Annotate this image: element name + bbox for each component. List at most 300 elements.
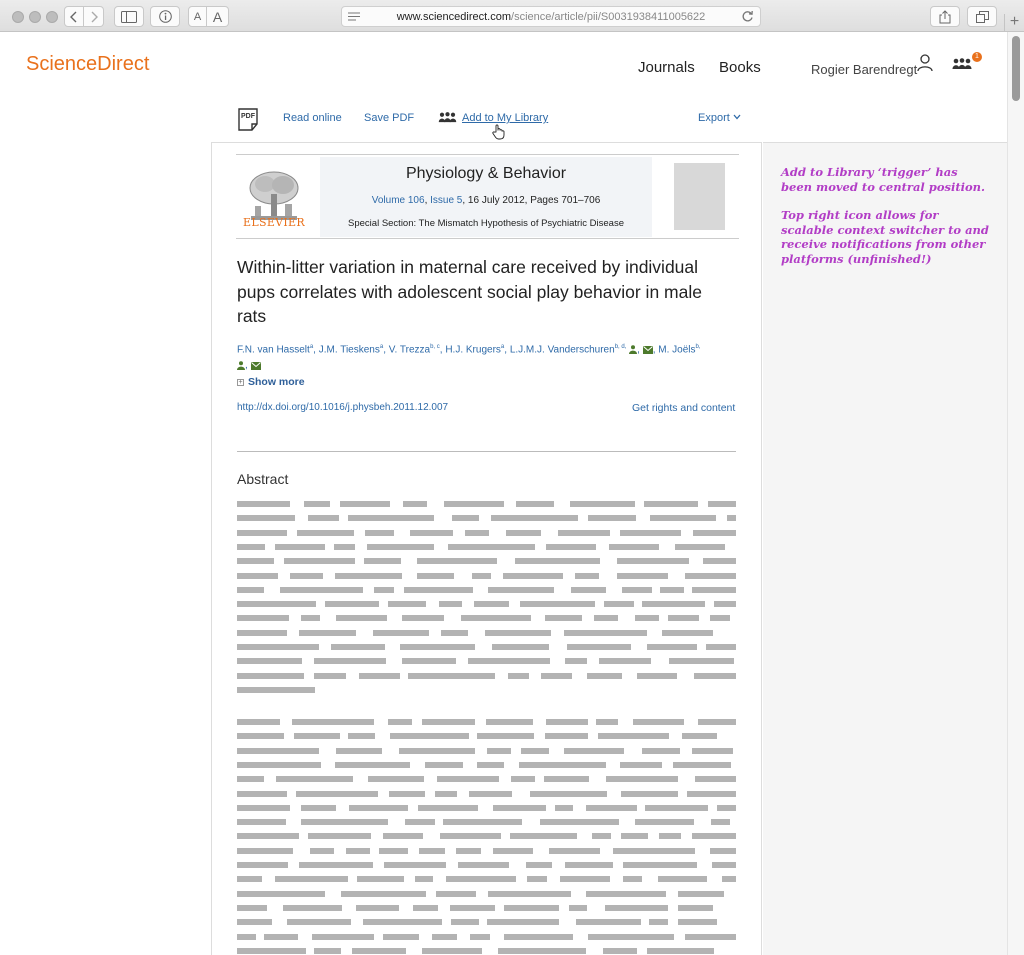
placeholder-word [418,805,478,811]
placeholder-word [297,530,354,536]
annotation-note-1: Add to Library ‘trigger’ has been moved to central position. [781,165,986,194]
placeholder-word [727,515,736,521]
placeholder-word [237,833,299,839]
placeholder-word [669,658,734,664]
placeholder-word [299,630,356,636]
author-affiliation: a [379,344,384,350]
placeholder-word [461,615,531,621]
placeholder-word [588,515,636,521]
placeholder-word [660,587,684,593]
placeholder-word [588,934,674,940]
author-affiliation: b, c [430,344,440,350]
placeholder-word [417,558,497,564]
placeholder-word [555,805,573,811]
placeholder-word [359,673,400,679]
placeholder-word [446,876,516,882]
placeholder-word [544,776,589,782]
zoom-window-button[interactable] [46,11,58,23]
placeholder-word [487,748,511,754]
placeholder-word [340,501,390,507]
placeholder-word [450,905,495,911]
placeholder-word [383,934,419,940]
placeholder-word [526,862,552,868]
placeholder-word [373,630,429,636]
placeholder-word [437,776,499,782]
volume-link[interactable]: Volume 106 [371,195,425,206]
placeholder-word [237,805,290,811]
text-larger-button[interactable]: A [207,6,229,27]
text-smaller-button[interactable]: A [188,6,207,27]
reload-icon[interactable] [741,10,754,23]
placeholder-word [237,630,287,636]
journal-cover-thumbnail[interactable] [674,163,725,230]
placeholder-word [422,719,475,725]
placeholder-word [404,587,473,593]
placeholder-word [443,819,522,825]
forward-button[interactable] [84,6,104,27]
author-affiliation: b, [695,344,701,350]
placeholder-word [692,833,736,839]
placeholder-word [379,848,408,854]
placeholder-word [384,862,446,868]
url-host: www.sciencedirect.com [396,10,512,23]
placeholder-word [549,848,600,854]
doi-link[interactable]: http://dx.doi.org/10.1016/j.physbeh.2011.12.007 [237,402,449,413]
placeholder-word [388,719,412,725]
placeholder-word [530,791,607,797]
pdf-icon-label: PDF [241,113,255,120]
placeholder-word [685,934,736,940]
placeholder-word [237,501,290,507]
placeholder-word [546,719,588,725]
placeholder-word [576,919,641,925]
placeholder-word [506,530,541,536]
notification-badge[interactable]: 1 [972,52,982,62]
placeholder-word [722,876,736,882]
author-link[interactable]: J.M. Tieskens [318,344,380,356]
placeholder-word [560,876,610,882]
journal-issue: Volume 106, Issue 5, 16 July 2012, Pages 701–706 [371,195,601,206]
placeholder-word [493,848,533,854]
placeholder-word [469,791,512,797]
placeholder-word [456,848,481,854]
export-label: Export [698,112,730,124]
placeholder-word [637,673,677,679]
placeholder-word [516,501,554,507]
placeholder-word [237,876,262,882]
placeholder-word [325,601,379,607]
placeholder-word [237,658,302,664]
placeholder-word [341,891,426,897]
placeholder-word [237,762,321,768]
placeholder-word [402,615,444,621]
placeholder-word [647,644,697,650]
placeholder-word [335,762,410,768]
placeholder-word [314,673,346,679]
placeholder-word [662,630,713,636]
placeholder-word [594,615,618,621]
author-affiliation: a [500,344,505,350]
journal-title[interactable]: Physiology & Behavior [405,165,567,182]
placeholder-word [693,530,736,536]
placeholder-word [540,819,619,825]
address-bar[interactable] [341,6,761,27]
placeholder-word [312,934,374,940]
placeholder-word [487,919,559,925]
chevron-left-icon [70,11,78,23]
placeholder-word [503,573,563,579]
placeholder-word [296,791,378,797]
placeholder-word [685,573,736,579]
placeholder-word [408,673,495,679]
tabs-icon [976,11,989,23]
placeholder-word [440,833,501,839]
placeholder-word [237,719,280,725]
placeholder-word [596,719,618,725]
placeholder-word [294,733,340,739]
placeholder-word [565,658,587,664]
placeholder-word [349,805,408,811]
author-link[interactable]: H.J. Krugers [445,344,501,356]
author-link[interactable]: F.N. van Hasselt [237,344,310,356]
author-email-icon[interactable] [251,362,261,370]
placeholder-word [417,573,454,579]
placeholder-word [493,805,546,811]
placeholder-word [565,862,613,868]
author-email-icon[interactable] [643,346,653,354]
author-link[interactable]: V. Trezza [388,344,431,356]
author-link[interactable]: M. Joëls [658,344,696,356]
placeholder-word [477,762,504,768]
placeholder-word [237,733,284,739]
placeholder-word [692,748,733,754]
placeholder-word [592,833,611,839]
placeholder-word [388,601,426,607]
placeholder-word [237,558,274,564]
placeholder-word [508,673,529,679]
abstract-heading: Abstract [237,471,289,487]
placeholder-word [703,558,736,564]
placeholder-word [292,719,374,725]
abstract-text-placeholder [237,501,747,955]
placeholder-word [237,615,289,621]
user-name[interactable]: Rogier Barendregt [811,62,918,77]
placeholder-word [368,776,424,782]
placeholder-word [717,805,736,811]
placeholder-word [527,876,547,882]
placeholder-word [687,791,736,797]
placeholder-word [304,501,330,507]
placeholder-word [237,848,293,854]
placeholder-word [364,558,401,564]
placeholder-word [383,833,423,839]
placeholder-word [541,673,572,679]
library-icon[interactable] [438,112,457,123]
placeholder-word [276,776,353,782]
placeholder-word [675,544,725,550]
placeholder-word [237,573,278,579]
issue-date-pages: , 16 July 2012, Pages 701–706 [462,195,601,206]
elsevier-wordmark: ELSEVIER [243,216,305,229]
placeholder-word [389,791,425,797]
page-scrollbar[interactable] [1007,32,1024,955]
placeholder-word [647,948,714,954]
placeholder-word [635,615,659,621]
placeholder-word [399,748,475,754]
author-link[interactable]: L.J.M.J. Vanderschuren [509,344,615,356]
placeholder-word [301,819,388,825]
placeholder-word [511,776,535,782]
placeholder-word [710,848,736,854]
placeholder-word [604,601,634,607]
placeholder-word [287,919,351,925]
placeholder-word [435,791,457,797]
placeholder-word [403,501,427,507]
placeholder-word [692,587,736,593]
placeholder-word [308,833,371,839]
placeholder-word [668,615,699,621]
placeholder-word [237,862,288,868]
placeholder-word [564,630,647,636]
author-list: F.N. van Hasselt$^a$, J.M. Tieskens$^a$, V. Trezza$^{b, c}$, H.J. Krugers$^a$, L.J.M.J. Vanderschuren$^{b, d,}$ , , M. Joëls$^{b,}$ , [237,344,701,372]
placeholder-word [520,601,595,607]
placeholder-word [237,791,287,797]
issue-link[interactable]: Issue 5 [430,195,463,206]
placeholder-word [299,862,373,868]
save-pdf-link[interactable]: Save PDF [364,112,415,124]
placeholder-word [237,544,265,550]
placeholder-word [678,891,724,897]
placeholder-word [603,948,637,954]
author-profile-icon[interactable] [237,361,245,370]
placeholder-word [642,601,705,607]
placeholder-word [331,644,385,650]
pdf-icon[interactable] [238,108,258,131]
read-online-link[interactable]: Read online [283,112,342,124]
placeholder-word [678,905,713,911]
placeholder-word [452,515,479,521]
placeholder-word [606,776,678,782]
placeholder-word [470,934,490,940]
placeholder-word [678,919,717,925]
author-profile-icon[interactable] [629,345,637,354]
placeholder-word [390,733,469,739]
placeholder-word [488,891,571,897]
annotation-note-2: Top right icon allows for scalable context switcher to and receive notifications from other platforms (unfinished!) [781,208,989,266]
placeholder-word [422,948,482,954]
show-more-toggle[interactable] [237,376,305,388]
placeholder-word [623,876,642,882]
placeholder-word [402,658,456,664]
placeholder-word [492,644,549,650]
placeholder-word [425,762,463,768]
placeholder-word [448,544,535,550]
rights-link[interactable]: Get rights and content [632,402,736,414]
placeholder-word [710,615,730,621]
placeholder-word [413,905,438,911]
export-dropdown[interactable] [698,112,741,124]
section-divider [237,451,736,452]
placeholder-word [682,733,717,739]
placeholder-word [237,905,267,911]
placeholder-word [472,573,491,579]
sciencedirect-logo[interactable]: ScienceDirect [26,53,150,75]
placeholder-word [504,905,559,911]
placeholder-word [237,748,319,754]
url-path: /science/article/pii/S0031938411005622 [511,10,706,23]
placeholder-word [545,733,588,739]
placeholder-word [706,644,736,650]
placeholder-word [621,833,648,839]
back-button[interactable] [64,6,84,27]
placeholder-word [586,805,637,811]
placeholder-word [346,848,370,854]
placeholder-word [708,501,736,507]
nav-journals[interactable]: Journals [638,59,695,76]
placeholder-word [569,905,587,911]
placeholder-word [301,805,336,811]
placeholder-word [474,601,509,607]
placeholder-word [649,919,668,925]
placeholder-word [620,530,681,536]
placeholder-word [334,544,355,550]
show-more-label: Show more [248,376,305,388]
placeholder-word [635,819,694,825]
placeholder-word [468,658,550,664]
placeholder-word [314,658,386,664]
placeholder-word [419,848,445,854]
placeholder-word [575,573,599,579]
placeholder-word [237,776,264,782]
placeholder-word [659,833,681,839]
placeholder-word [658,876,707,882]
placeholder-word [367,544,434,550]
placeholder-word [521,748,549,754]
sidebar-toggle-button[interactable] [114,6,144,27]
placeholder-word [621,791,678,797]
placeholder-word [237,934,256,940]
user-icon[interactable] [917,54,933,72]
placeholder-word [458,862,509,868]
author-affiliation: b, d, [614,344,627,350]
new-tab-button[interactable]: + [1004,14,1024,32]
journal-bottom-rule [236,238,739,239]
placeholder-word [357,876,404,882]
placeholder-word [546,544,596,550]
journal-top-rule [236,154,739,155]
placeholder-word [441,630,468,636]
placeholder-word [486,719,533,725]
placeholder-word [644,501,698,507]
placeholder-word [432,934,457,940]
placeholder-word [567,644,631,650]
nav-books[interactable]: Books [719,59,761,76]
add-to-library-link[interactable]: Add to My Library [462,112,549,124]
sidebar-icon [121,11,137,23]
placeholder-word [237,644,319,650]
placeholder-word [314,948,341,954]
placeholder-word [617,558,689,564]
article-title: Within-litter variation in maternal care received by individual pups correlates with adolescent social play behavior in male rats [237,257,702,326]
chevron-right-icon [90,11,98,23]
placeholder-word [510,833,577,839]
share-button[interactable] [930,6,960,27]
placeholder-word [498,948,586,954]
placeholder-word [335,573,402,579]
placeholder-word [504,934,573,940]
placeholder-word [609,544,659,550]
page-info-button[interactable] [150,6,180,27]
placeholder-word [694,673,736,679]
placeholder-word [613,848,695,854]
placeholder-word [308,515,339,521]
minimize-window-button[interactable] [29,11,41,23]
placeholder-word [623,862,697,868]
placeholder-word [485,630,551,636]
placeholder-word [436,891,476,897]
placeholder-word [283,905,342,911]
placeholder-word [365,530,394,536]
placeholder-word [650,515,716,521]
placeholder-word [374,587,394,593]
placeholder-word [488,587,554,593]
placeholder-word [714,601,736,607]
placeholder-word [645,805,708,811]
placeholder-word [598,733,669,739]
author-affiliation: a [309,344,314,350]
placeholder-word [617,573,668,579]
placeholder-word [695,776,736,782]
placeholder-word [237,819,286,825]
placeholder-word [348,733,375,739]
placeholder-word [410,530,453,536]
placeholder-word [558,530,610,536]
placeholder-word [237,601,316,607]
placeholder-word [564,748,624,754]
tabs-overview-button[interactable] [967,6,997,27]
placeholder-word [280,587,363,593]
context-switcher-icon[interactable] [952,58,972,70]
info-icon [159,10,172,23]
placeholder-word [633,719,684,725]
placeholder-word [275,876,348,882]
placeholder-word [336,748,382,754]
expand-plus-icon: + [238,379,243,386]
share-icon [939,10,951,24]
placeholder-word [237,587,264,593]
placeholder-word [405,819,435,825]
placeholder-word [301,615,320,621]
placeholder-word [290,573,323,579]
close-window-button[interactable] [12,11,24,23]
placeholder-word [237,515,295,521]
placeholder-word [465,530,489,536]
placeholder-word [586,891,666,897]
placeholder-word [605,905,668,911]
journal-section: Special Section: The Mismatch Hypothesis of Psychiatric Disease [348,218,624,229]
placeholder-word [400,644,475,650]
placeholder-word [545,615,582,621]
placeholder-word [237,687,315,693]
reader-list-icon [348,12,360,21]
placeholder-word [237,948,306,954]
scrollbar-thumb[interactable] [1012,36,1020,101]
placeholder-word [642,748,680,754]
placeholder-word [237,530,287,536]
placeholder-word [477,733,534,739]
placeholder-word [284,558,355,564]
placeholder-word [415,876,433,882]
